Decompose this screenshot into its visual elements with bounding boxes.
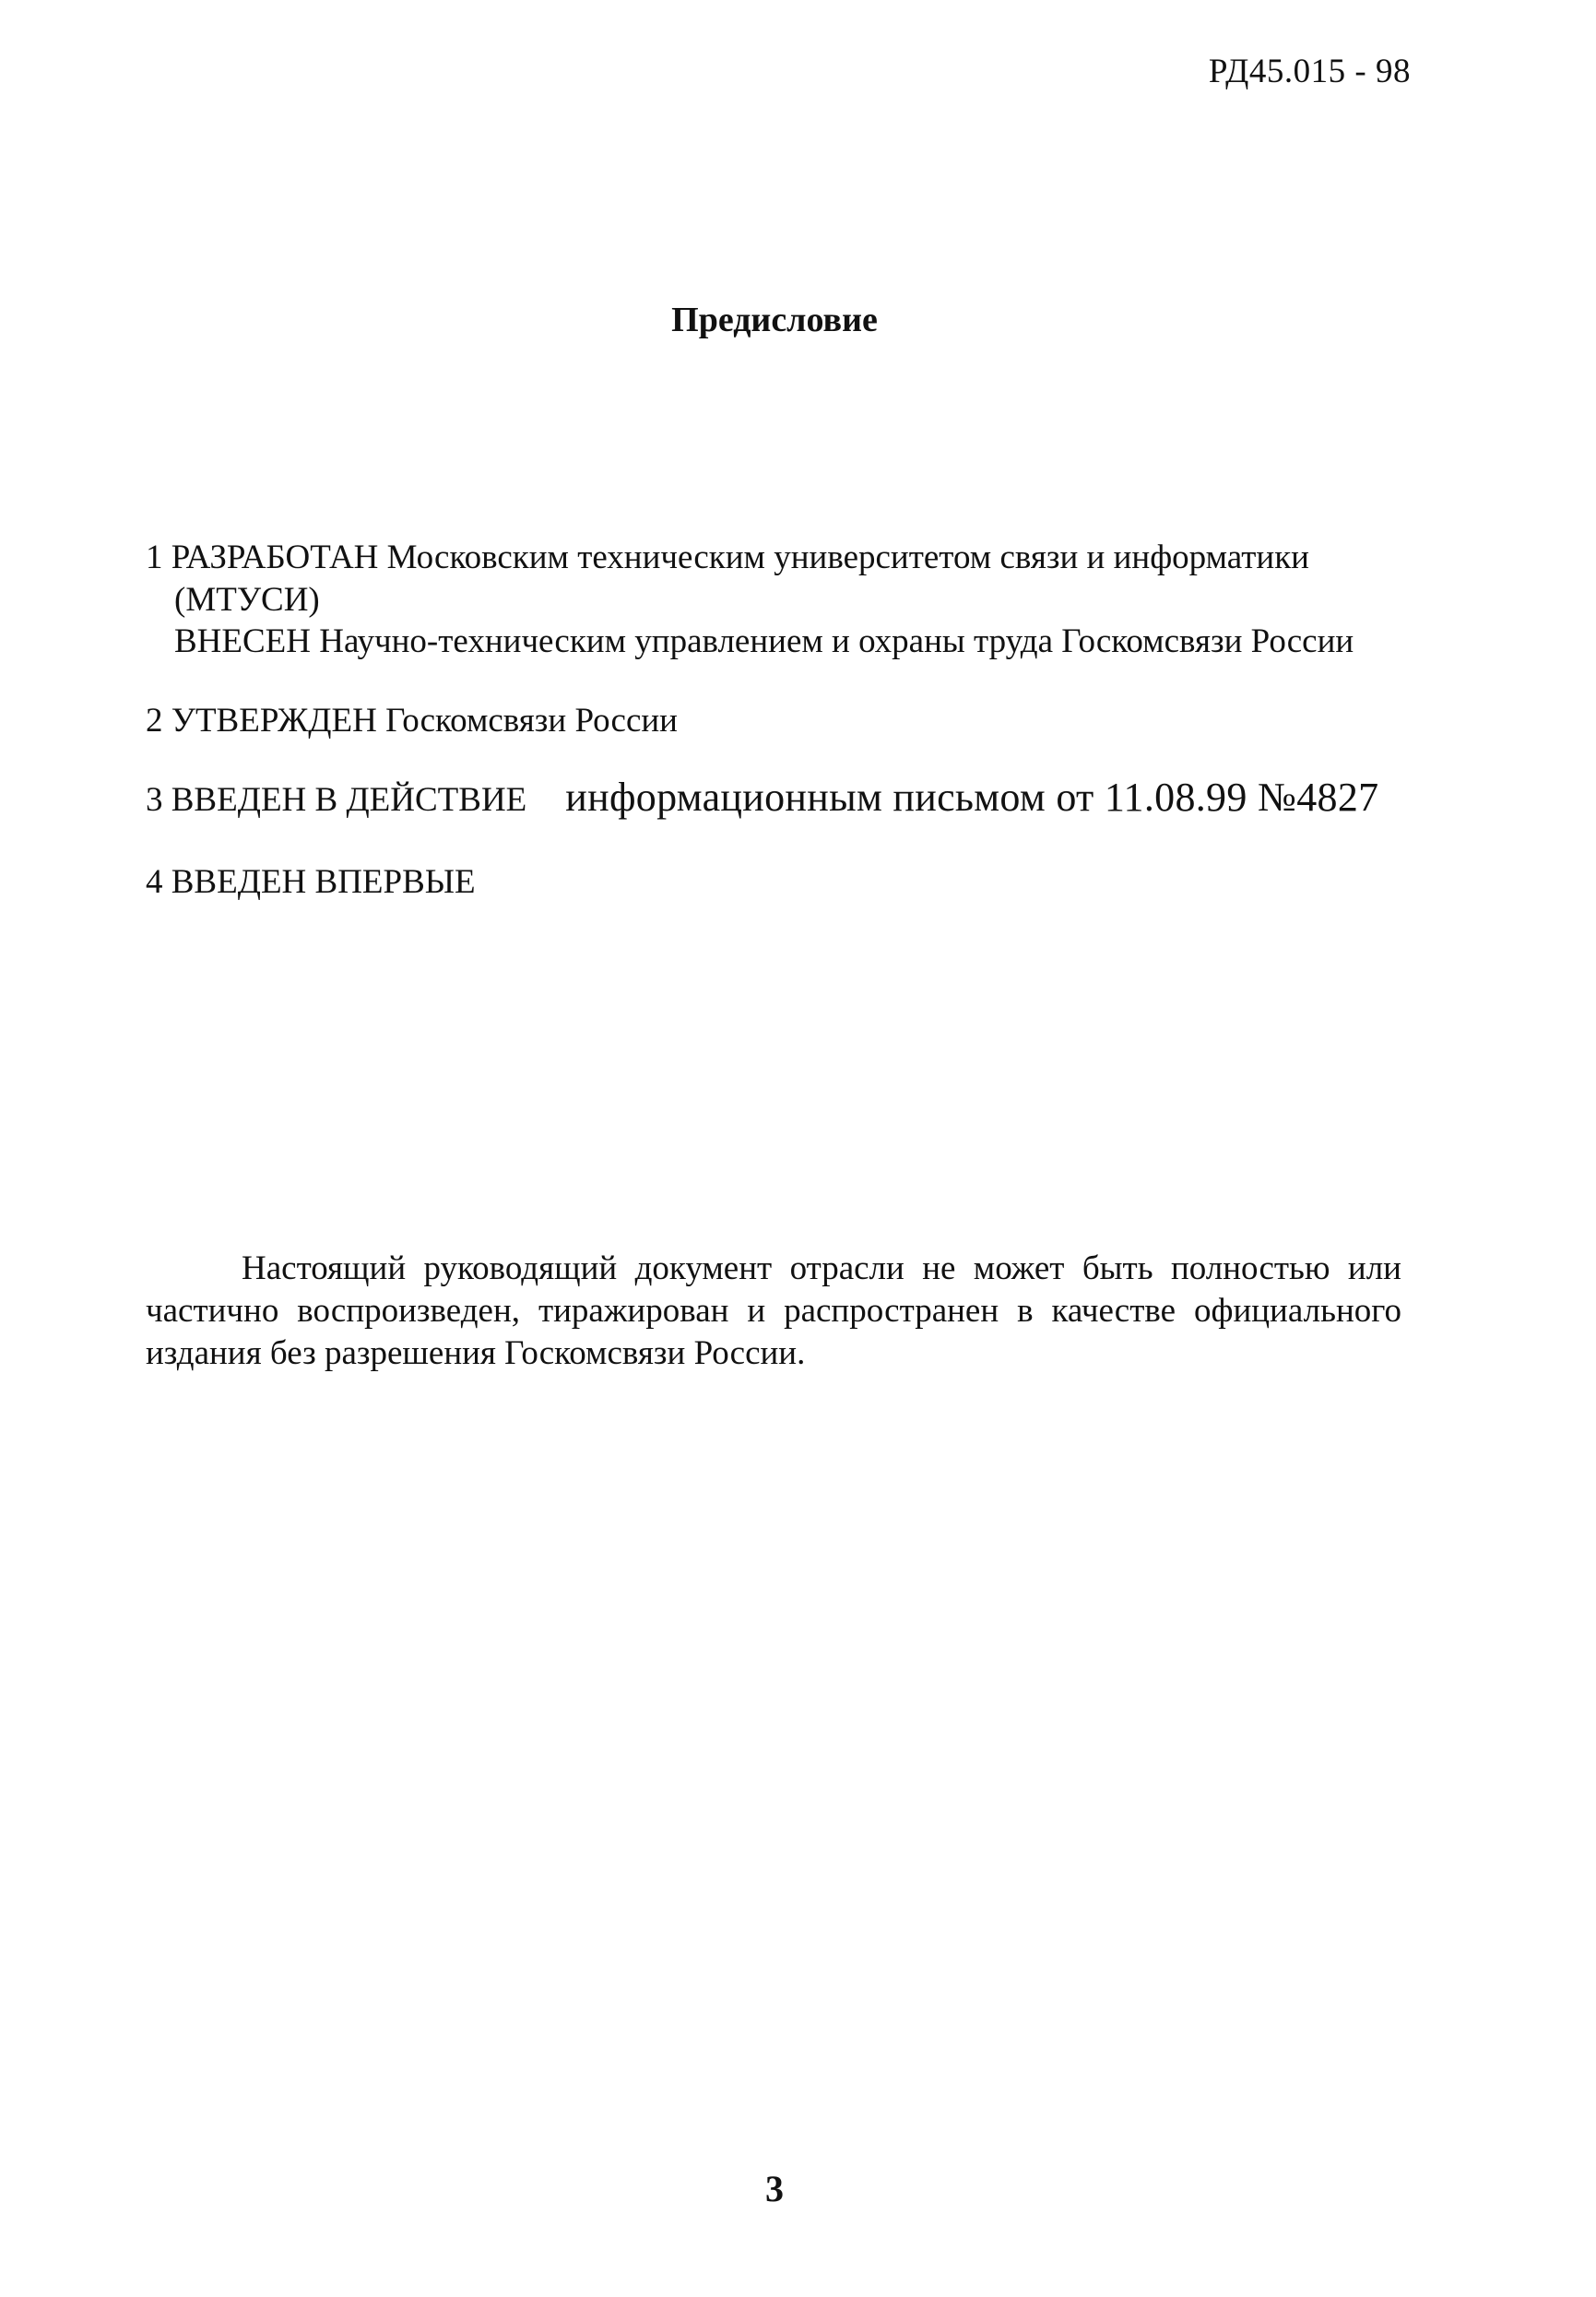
- item-introduced-by: ВНЕСЕН Научно-техническим управлением и охраны труда Госкомсвязи России: [174, 622, 1354, 660]
- item-put-into-effect-label: 3 ВВЕДЕН В ДЕЙСТВИЕ: [146, 781, 527, 819]
- notice-line: издания без разрешения Госкомсвязи России.: [146, 1334, 806, 1372]
- page-number: 3: [765, 2168, 784, 2209]
- item-developed-by: 1 РАЗРАБОТАН Московским техническим университетом связи и информатики: [146, 539, 1309, 576]
- item-approved-by: 2 УТВЕРЖДЕН Госкомсвязи России: [146, 702, 678, 740]
- item-put-into-effect-value: информационным письмом от 11.08.99 №4827: [565, 775, 1379, 820]
- page-title: Предисловие: [671, 301, 878, 339]
- notice-line: Настоящий руководящий документ отрасли не может быть полностью или: [242, 1249, 1401, 1287]
- copyright-notice: [146, 1248, 1401, 1375]
- item-developed-by-abbr: (МТУСИ): [174, 581, 320, 619]
- item-first-introduced: 4 ВВЕДЕН ВПЕРВЫЕ: [146, 863, 476, 901]
- item-put-into-effect: [146, 777, 1378, 821]
- document-code: РД45.015 - 98: [1208, 53, 1411, 90]
- notice-line: частично воспроизведен, тиражирован и распространен в качестве официального: [146, 1292, 1401, 1330]
